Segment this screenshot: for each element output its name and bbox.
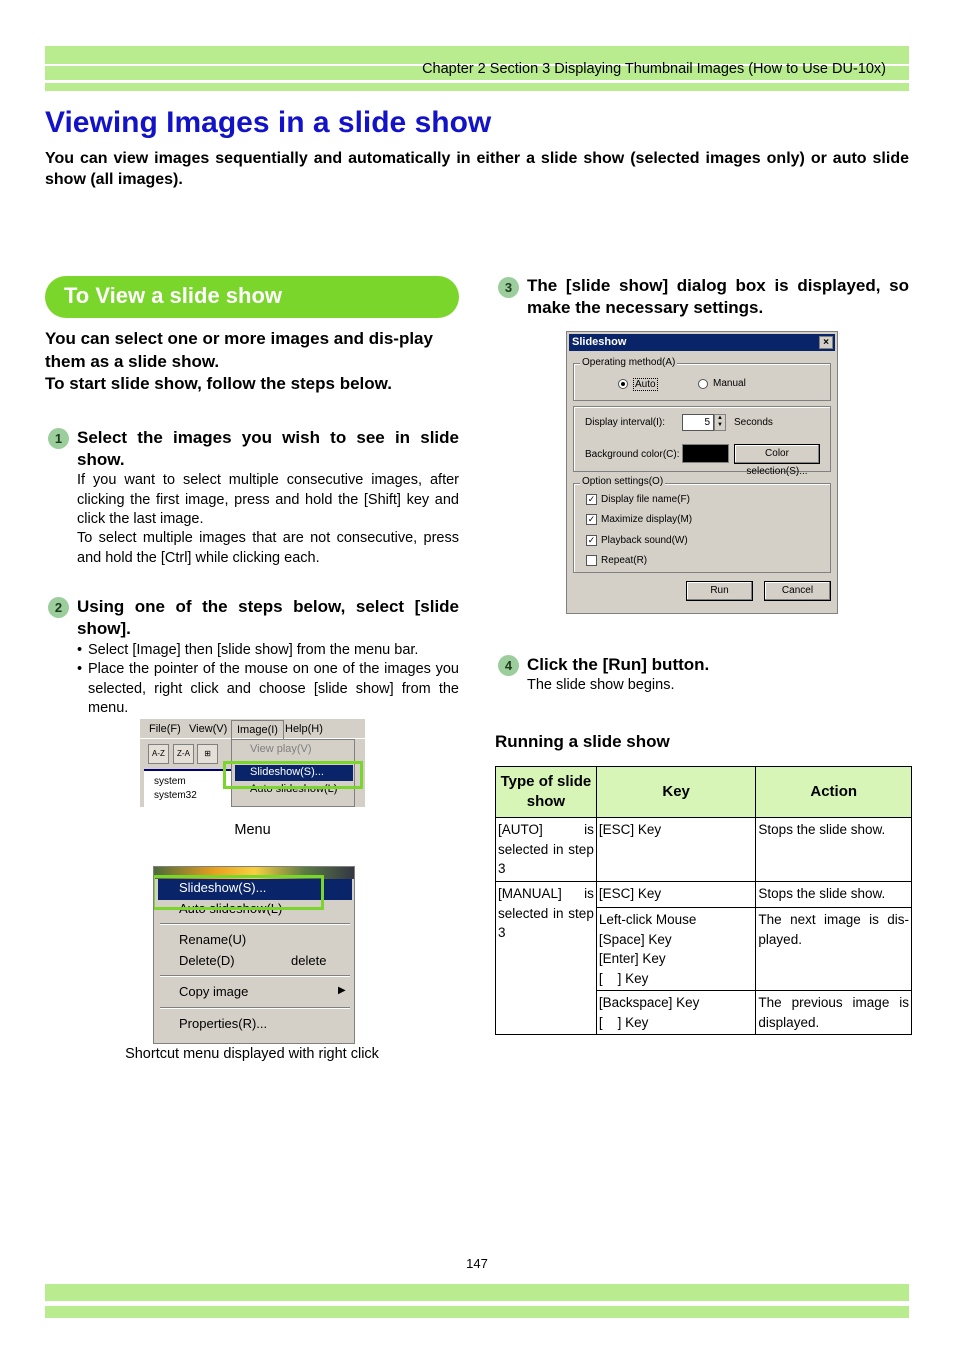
option-settings-label: Option settings(O)	[582, 476, 664, 487]
ctx-rename[interactable]: Rename(U)	[179, 932, 247, 947]
manual-label: Manual	[713, 378, 746, 389]
slideshow-dialog	[566, 331, 838, 614]
step-4-title: Click the [Run] button.	[527, 655, 710, 674]
next-key-2: [Space] Key	[598, 931, 672, 947]
next-action: The next image is dis-played.	[756, 908, 912, 991]
next-key-3: [Enter] Key	[598, 951, 666, 966]
menu-image[interactable]: Image(I)	[231, 720, 284, 739]
playback-sound-label: Playback sound(W)	[601, 535, 688, 546]
tree-item-system[interactable]: system	[154, 776, 186, 787]
manual-esc-key: [ESC] Key	[596, 882, 756, 908]
manual-type-cell: [MANUAL] is selected in step 3	[496, 882, 597, 1035]
prev-keys-cell	[596, 991, 756, 1035]
step-2-number: 2	[48, 597, 69, 618]
footer-band-bottom	[45, 1306, 909, 1318]
table-row	[496, 882, 912, 908]
step-3-title: The [slide show] dialog box is displayed, so make the necessary settings.	[527, 276, 909, 317]
page-number: 147	[466, 1256, 488, 1271]
ctx-slideshow[interactable]: Slideshow(S)...	[179, 880, 267, 895]
highlight-box	[223, 761, 363, 789]
step-1-number: 1	[48, 428, 69, 449]
menu-view[interactable]: View(V)	[189, 723, 228, 735]
ctx-properties[interactable]: Properties(R)...	[179, 1016, 268, 1031]
menuitem-slideshow[interactable]: Slideshow(S)...	[250, 766, 324, 778]
menu-help[interactable]: Help(H)	[285, 723, 323, 735]
prev-action: The previous image is displayed.	[756, 991, 912, 1035]
step-1-title: Select the images you wish to see in slide show.	[77, 428, 459, 469]
step-2-bullet-2: • Place the pointer of the mouse on one of the images you selected, right click and choose [slide show] from the menu.	[77, 661, 459, 716]
header-band-bottom	[45, 83, 909, 91]
prev-key-2: [ ] Key	[598, 1014, 649, 1030]
display-interval-label: Display interval(I):	[585, 417, 666, 428]
manual-esc-action: Stops the slide show.	[756, 882, 912, 908]
next-keys-cell	[596, 908, 756, 991]
step-4-number: 4	[498, 655, 519, 676]
prev-key-1: [Backspace] Key	[598, 995, 700, 1010]
maximize-display-label: Maximize display(M)	[601, 514, 693, 525]
seconds-label: Seconds	[734, 417, 773, 428]
step-2-bullet-1: • Select [Image] then [slide show] from the menu bar.	[77, 642, 419, 658]
ctx-separator-2	[160, 975, 350, 977]
ctx-separator-1	[160, 923, 350, 925]
step-1-body-2: To select multiple images that are not consecutive, press and hold the [Ctrl] while clicking each.	[77, 530, 459, 566]
auto-label: Auto	[635, 379, 656, 390]
step-2-bullet-2-text: Place the pointer of the mouse on one of the images you selected, right click and choose [slide show] from the menu.	[88, 661, 459, 716]
menu-file[interactable]: File(F)	[149, 723, 181, 735]
display-file-name-checkbox[interactable]: ✓	[587, 494, 596, 504]
running-title: Running a slide show	[495, 732, 670, 751]
sort-az-button[interactable]: A-Z	[148, 744, 169, 764]
step-4-body: The slide show begins.	[527, 677, 675, 693]
ctx-delete-shortcut: delete	[291, 953, 327, 968]
intro-text: You can view images sequentially and automatically in either a slide show (selected images only) or auto slide show (all images).	[45, 150, 909, 188]
table-header-row	[496, 767, 912, 818]
menuitem-auto-slideshow[interactable]: Auto slideshow(L)	[250, 783, 338, 795]
ctx-highlight-box	[153, 875, 324, 910]
chapter-header: Chapter 2 Section 3 Displaying Thumbnail Images (How to Use DU-10x)	[422, 61, 886, 77]
dialog-titlebar	[569, 334, 835, 351]
auto-type-cell: [AUTO] is selected in step 3	[496, 818, 597, 882]
footer-band-top	[45, 1284, 909, 1301]
display-file-name-label: Display file name(F)	[601, 494, 690, 505]
step-3-number: 3	[498, 277, 519, 298]
context-menu-caption: Shortcut menu displayed with right click	[125, 1046, 379, 1062]
next-key-4: [ ] Key	[598, 970, 649, 986]
run-button[interactable]: Run	[686, 581, 753, 601]
tree-item-system32[interactable]: system32	[154, 790, 197, 801]
table-row	[496, 818, 912, 882]
running-table	[495, 766, 912, 1035]
ctx-separator-3	[160, 1007, 350, 1009]
background-color-swatch	[682, 444, 729, 463]
auto-radio[interactable]	[618, 379, 628, 389]
step-2-title: Using one of the steps below, select [slide show].	[77, 597, 459, 638]
close-icon[interactable]: ×	[819, 336, 833, 349]
ctx-copy-image[interactable]: Copy image	[179, 984, 249, 999]
section-lead-2: To start slide show, follow the steps below.	[45, 374, 392, 393]
thumbnail-button[interactable]: ⊞	[197, 744, 218, 764]
ctx-auto-slideshow[interactable]: Auto slideshow(L)	[179, 901, 283, 916]
header-action: Action	[756, 767, 912, 818]
playback-sound-checkbox[interactable]: ✓	[587, 535, 596, 545]
ctx-delete[interactable]: Delete(D)	[179, 953, 235, 968]
menuitem-view-play[interactable]: View play(V)	[250, 743, 312, 755]
menu-screenshot	[140, 719, 365, 807]
sort-za-button[interactable]: Z-A	[173, 744, 194, 764]
header-type: Type of slide show	[496, 767, 597, 818]
color-selection-button[interactable]: Color selection(S)...	[734, 444, 820, 464]
operating-method-label: Operating method(A)	[582, 357, 676, 368]
auto-esc-key: [ESC] Key	[596, 818, 756, 882]
page-title: Viewing Images in a slide show	[45, 106, 492, 139]
maximize-display-checkbox[interactable]: ✓	[587, 514, 596, 524]
step-1-body-1: If you want to select multiple consecutive images, after clicking the first image, press and hold the [Shift] key and click the last image.	[77, 472, 459, 527]
submenu-arrow-icon: ▶	[338, 985, 346, 996]
background-color-label: Background color(C):	[585, 449, 680, 460]
context-menu-screenshot	[153, 866, 355, 1044]
repeat-label: Repeat(R)	[601, 555, 648, 566]
cancel-button[interactable]: Cancel	[764, 581, 831, 601]
dialog-title: Slideshow	[572, 336, 627, 348]
step-2-bullet-1-text: Select [Image] then [slide show] from the menu bar.	[88, 642, 419, 658]
menu-caption: Menu	[234, 822, 271, 838]
next-key-1: Left-click Mouse	[598, 912, 697, 927]
menubar	[140, 719, 365, 739]
repeat-checkbox[interactable]	[586, 555, 597, 566]
interval-spinner[interactable]: ▲ ▼	[714, 414, 726, 431]
auto-esc-action: Stops the slide show.	[756, 818, 912, 882]
section-lead-1: You can select one or more images and dis-play them as a slide show.	[45, 329, 433, 371]
section-heading: To View a slide show	[45, 276, 459, 318]
interval-input[interactable]: 5	[682, 414, 714, 431]
header-key: Key	[596, 767, 756, 818]
manual-radio[interactable]	[698, 379, 708, 389]
